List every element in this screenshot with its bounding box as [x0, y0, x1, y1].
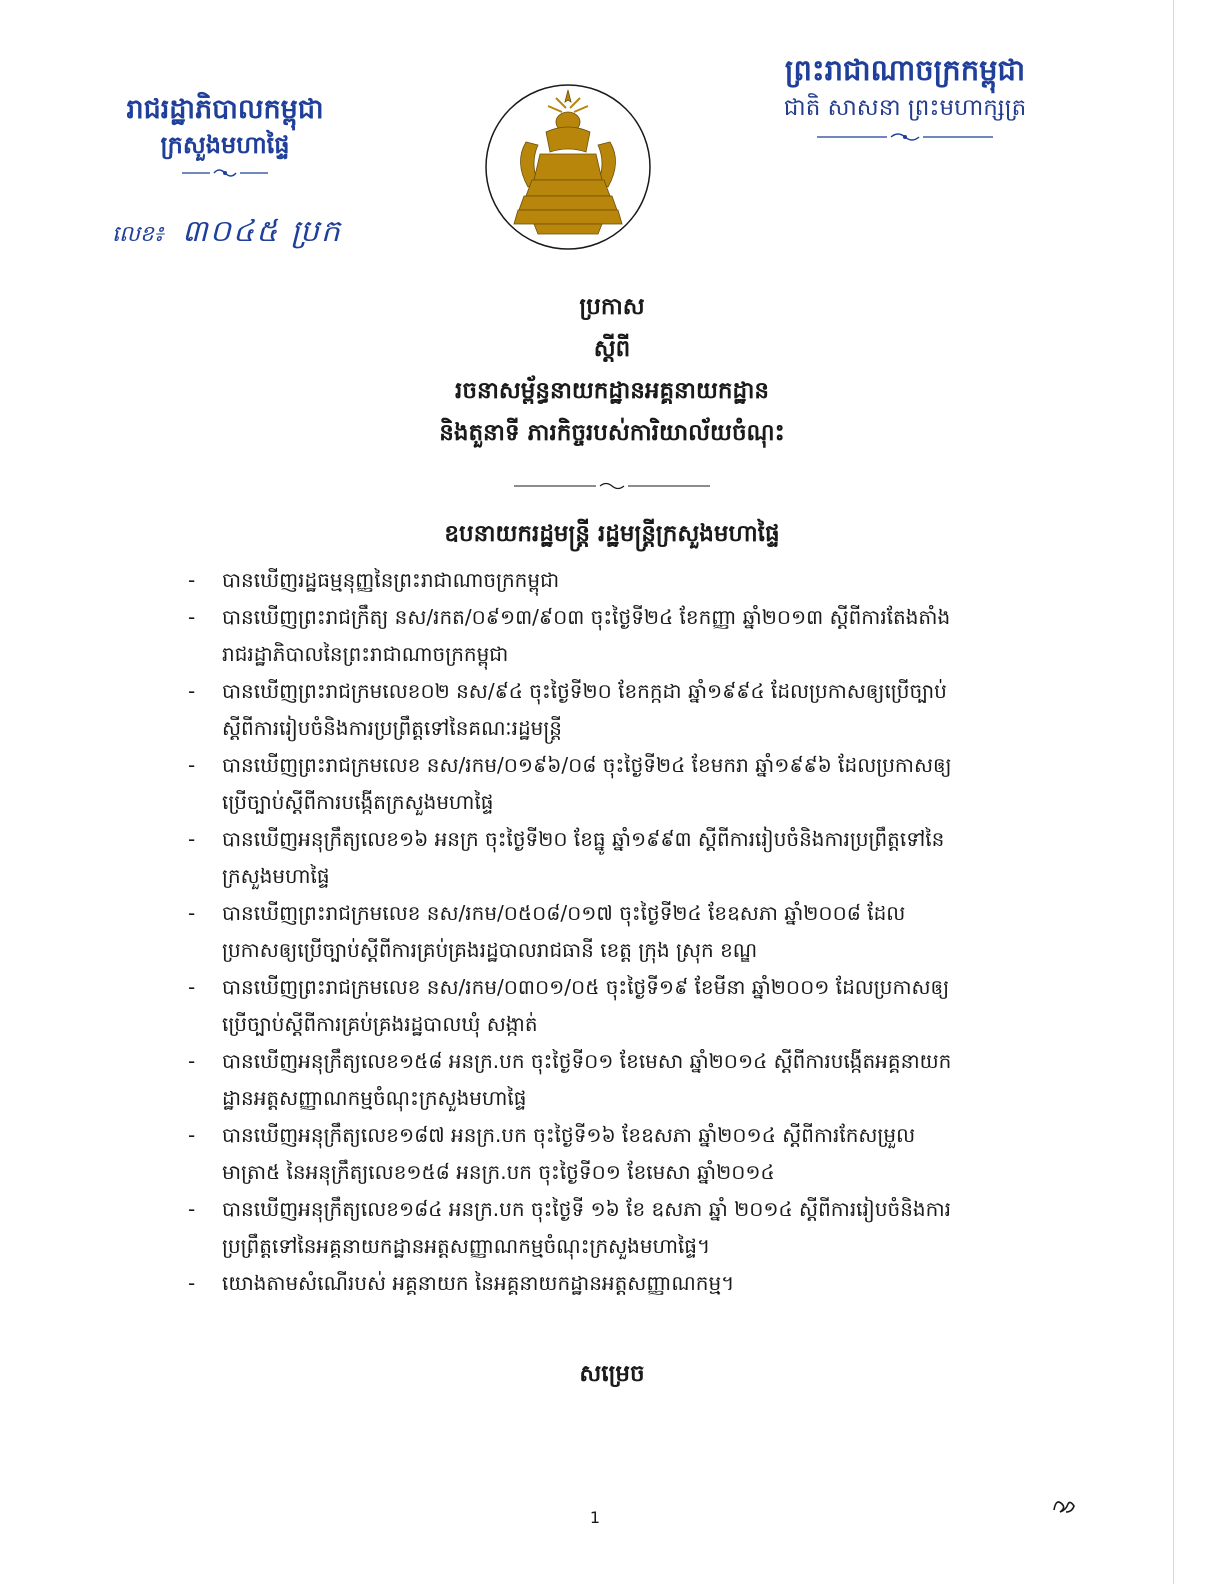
title-subject-line2: និងតួនាទី ភារកិច្ចរបស់ការិយាល័យចំណុះ — [439, 420, 785, 446]
ornament-divider-icon — [180, 166, 270, 180]
title-subject-line1: រចនាសម្ព័ន្ធនាយកដ្ឋានអគ្គនាយកដ្ឋាន — [455, 378, 769, 404]
list-item: - បានឃើញព្រះរាជក្រមលេខ នស/រកម/០១៩៦/០៨ ចុះថ្ងៃទី២៤ ខែមករា ឆ្នាំ១៩៩៦ ដែលប្រកាសឲ្យ ប្រើច្បាប់ស្តីពីការបង្កើតក្រសួងមហាផ្ទៃ — [188, 753, 952, 814]
national-motto: ជាតិ សាសនា ព្រះមហាក្សត្រ — [783, 95, 1027, 121]
list-item: - បានឃើញរដ្ឋធម្មនុញ្ញនៃព្រះរាជាណាចក្រកម្ពុជា — [188, 568, 560, 592]
list-item: - បានឃើញព្រះរាជក្រឹត្យ នស/រកត/០៩១៣/៩០៣ ចុះថ្ងៃទី២៤ ខែកញ្ញា ឆ្នាំ២០១៣ ស្តីពីការតែងតាំង រាជរដ្ឋាភិបាលនៃព្រះរាជាណាចក្រកម្ពុជា — [188, 605, 951, 666]
issuer-title: ឧបនាយករដ្ឋមន្ត្រី រដ្ឋមន្ត្រីក្រសួងមហាផ្ទៃ — [444, 521, 780, 547]
list-item: - បានឃើញអនុក្រឹត្យលេខ១៦ អនក្រ ចុះថ្ងៃទី២០ ខែធ្នូ ឆ្នាំ១៩៩៣ ស្តីពីការរៀបចំនិងការប្រព្រឹត្តទៅនៃ ក្រសួងមហាផ្ទៃ — [188, 827, 945, 888]
ornament-divider-icon — [815, 130, 995, 144]
list-item: - យោងតាមសំណើរបស់ អគ្គនាយក នៃអគ្គនាយកដ្ឋានអត្តសញ្ញាណកម្ម។ — [188, 1271, 735, 1295]
ornament-divider-icon — [512, 480, 712, 492]
title-proclamation: ប្រកាស — [579, 294, 645, 320]
list-item: - បានឃើញអនុក្រឹត្យលេខ១៨៤ អនក្រ.បក ចុះថ្ងៃទី ១៦ ខែ ឧសភា ឆ្នាំ ២០១៤ ស្តីពីការរៀបចំនិងការ ប្រព្រឹត្តទៅនៃអគ្គនាយកដ្ឋានអត្តសញ្ញាណកម្មចំណុះក្រសួងមហាផ្ទៃ។ — [188, 1197, 951, 1258]
list-item: - បានឃើញព្រះរាជក្រមលេខ នស/រកម/០៣០១/០៥ ចុះថ្ងៃទី១៩ ខែមីនា ឆ្នាំ២០០១ ដែលប្រកាសឲ្យ ប្រើច្បាប់ស្តីពីការគ្រប់គ្រងរដ្ឋបាលឃុំ សង្កាត់ — [188, 975, 950, 1036]
list-item: - បានឃើញអនុក្រឹត្យលេខ១៨៧ អនក្រ.បក ចុះថ្ងៃទី១៦ ខែឧសភា ឆ្នាំ២០១៤ ស្តីពីការកែសម្រួល មាត្រា៥ នៃអនុក្រឹត្យលេខ១៥៨ អនក្រ.បក ចុះថ្ងៃទី០១ ខែមេសា ឆ្នាំ២០១៤ — [188, 1123, 916, 1184]
ministry-name: ក្រសួងមហាផ្ទៃ — [160, 131, 290, 159]
government-name: រាជរដ្ឋាភិបាលកម្ពុជា — [126, 94, 324, 125]
scan-edge-line — [1173, 0, 1174, 1584]
legal-references-list — [188, 562, 1068, 1302]
title-on: ស្តីពី — [593, 336, 631, 362]
royal-emblem-icon — [478, 82, 658, 252]
ministry-header — [100, 92, 350, 180]
reference-number — [112, 212, 422, 276]
list-item: - បានឃើញអនុក្រឹត្យលេខ១៥៨ អនក្រ.បក ចុះថ្ងៃទី០១ ខែមេសា ឆ្នាំ២០១៤ ស្តីពីការបង្កើតអគ្គនាយក ដ្ឋានអត្តសញ្ញាណកម្មចំណុះក្រសួងមហាផ្ទៃ — [188, 1049, 952, 1110]
document-title — [262, 286, 962, 454]
kingdom-header — [755, 50, 1055, 144]
handwritten-initial-icon — [1050, 1494, 1078, 1516]
page-number: 1 — [589, 1508, 601, 1527]
list-item: - បានឃើញព្រះរាជក្រមលេខ០២ នស/៩៤ ចុះថ្ងៃទី២០ ខែកក្កដា ឆ្នាំ១៩៩៤ ដែលប្រកាសឲ្យប្រើច្បាប់ ស្តីពីការរៀបចំនិងការប្រព្រឹត្តទៅនៃគណៈរដ្ឋមន្ត្រី — [188, 679, 947, 740]
reference-value: ៣០៤៥ ប្រក — [182, 214, 342, 249]
kingdom-name: ព្រះរាជាណាចក្រកម្ពុជា — [784, 53, 1026, 87]
list-item: - បានឃើញព្រះរាជក្រមលេខ នស/រកម/០៥០៨/០១៧ ចុះថ្ងៃទី២៤ ខែឧសភា ឆ្នាំ២០០៨ ដែល ប្រកាសឲ្យប្រើច្បាប់ស្តីពីការគ្រប់គ្រងរដ្ឋបាលរាជធានី ខេត្ត ក្រុង ស្រុក ខណ្ឌ — [188, 901, 906, 962]
reference-label: លេខ៖ — [112, 222, 164, 247]
decision-heading: សម្រេច — [579, 1361, 645, 1387]
